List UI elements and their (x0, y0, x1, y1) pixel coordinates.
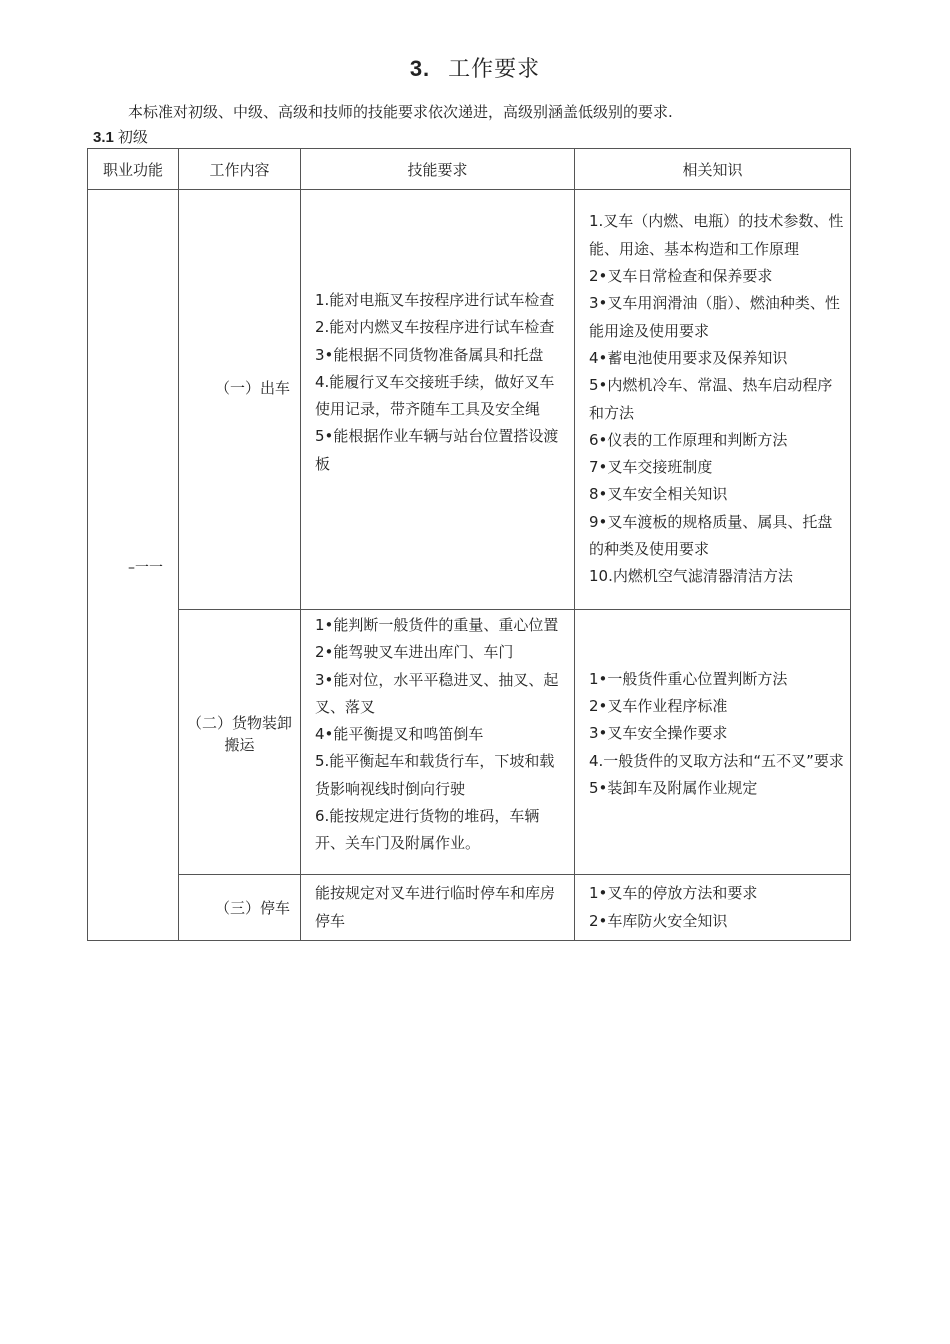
skill-item: 3•能根据不同货物准备属具和托盘 (315, 345, 544, 364)
intro-paragraph: 本标准对初级、中级、高级和技师的技能要求依次递进，高级别涵盖低级别的要求. (128, 103, 673, 121)
title-text: 工作要求 (448, 57, 541, 82)
content-text: （一）出车 (215, 378, 291, 397)
skills-cell (301, 190, 575, 610)
skill-item: 2.能对内燃叉车按程序进行试车检查 (315, 318, 555, 337)
skill-item: 6.能按规定进行货物的堆码，车辆开、关车门及附属作业。 (315, 807, 540, 852)
requirements-table (87, 148, 851, 941)
knowledge-item: 3•叉车安全操作要求 (589, 724, 728, 743)
skill-item: 3•能对位，水平平稳进叉、抽叉、起叉、落叉 (315, 670, 559, 716)
skill-item: 1.能对电瓶叉车按程序进行试车检查 (315, 290, 555, 309)
section-number: 3.1 (93, 129, 114, 146)
knowledge-item: 2•车库防火安全知识 (589, 911, 728, 930)
header-skills: 技能要求 (301, 149, 575, 190)
knowledge-item: 4•蓄电池使用要求及保养知识 (589, 348, 788, 367)
skill-item: 能按规定对叉车进行临时停车和库房停车 (315, 884, 556, 930)
skills-cell (301, 875, 575, 941)
table-row (88, 190, 851, 610)
knowledge-item: 7•叉车交接班制度 (589, 458, 713, 477)
knowledge-item: 8•叉车安全相关知识 (589, 485, 728, 504)
header-function: 职业功能 (88, 149, 179, 190)
skill-item: 5.能平衡起车和载货行车，下坡和载货影响视线时倒向行驶 (315, 752, 555, 798)
skill-item: 4•能平衡提叉和鸣笛倒车 (315, 725, 484, 744)
knowledge-cell (575, 190, 851, 610)
section-heading (93, 126, 148, 147)
page-title (0, 52, 950, 83)
knowledge-item: 2•叉车日常检查和保养要求 (589, 267, 773, 286)
knowledge-item: 2•叉车作业程序标准 (589, 697, 728, 716)
content-text: （三）停车 (215, 898, 291, 917)
header-knowledge: 相关知识 (575, 149, 851, 190)
knowledge-cell (575, 875, 851, 941)
skills-cell (301, 610, 575, 875)
content-cell (179, 610, 301, 875)
knowledge-item: 5•内燃机冷车、常温、热车启动程序和方法 (589, 376, 833, 422)
knowledge-item: 10.内燃机空气滤清器清洁方法 (589, 567, 793, 586)
knowledge-item: 1•一般货件重心位置判断方法 (589, 669, 788, 688)
table-row (88, 610, 851, 875)
knowledge-item: 1•叉车的停放方法和要求 (589, 884, 758, 903)
knowledge-item: 6•仪表的工作原理和判断方法 (589, 430, 788, 449)
content-text: （二）货物装卸搬运 (187, 714, 293, 754)
skill-item: 1•能判断一般货件的重量、重心位置 (315, 616, 559, 634)
knowledge-item: 3•叉车用润滑油（脂）、燃油种类、性能用途及使用要求 (589, 294, 840, 340)
table-header-row (88, 149, 851, 190)
section-text: 初级 (117, 128, 148, 146)
skill-item: 5•能根据作业车辆与站台位置搭设渡板 (315, 427, 559, 473)
header-content: 工作内容 (179, 149, 301, 190)
knowledge-item: 5•装卸车及附属作业规定 (589, 778, 758, 797)
skill-item: 4.能履行叉车交接班手续，做好叉车使用记录，带齐随车工具及安全绳 (315, 372, 555, 419)
knowledge-item: 4.一般货件的叉取方法和“五不叉”要求 (589, 751, 844, 770)
function-cell (88, 190, 179, 941)
content-cell (179, 875, 301, 941)
table-row (88, 875, 851, 941)
knowledge-item: 9•叉车渡板的规格质量、属具、托盘的种类及使用要求 (589, 512, 833, 558)
content-cell (179, 190, 301, 610)
knowledge-item: 1.叉车（内燃、电瓶）的技术参数、性能、用途、基本构造和工作原理 (589, 212, 844, 258)
knowledge-cell (575, 610, 851, 875)
skill-item: 2•能驾驶叉车进出库门、车门 (315, 643, 514, 662)
function-label: –一一 (128, 560, 163, 576)
title-number: 3. (409, 56, 431, 81)
